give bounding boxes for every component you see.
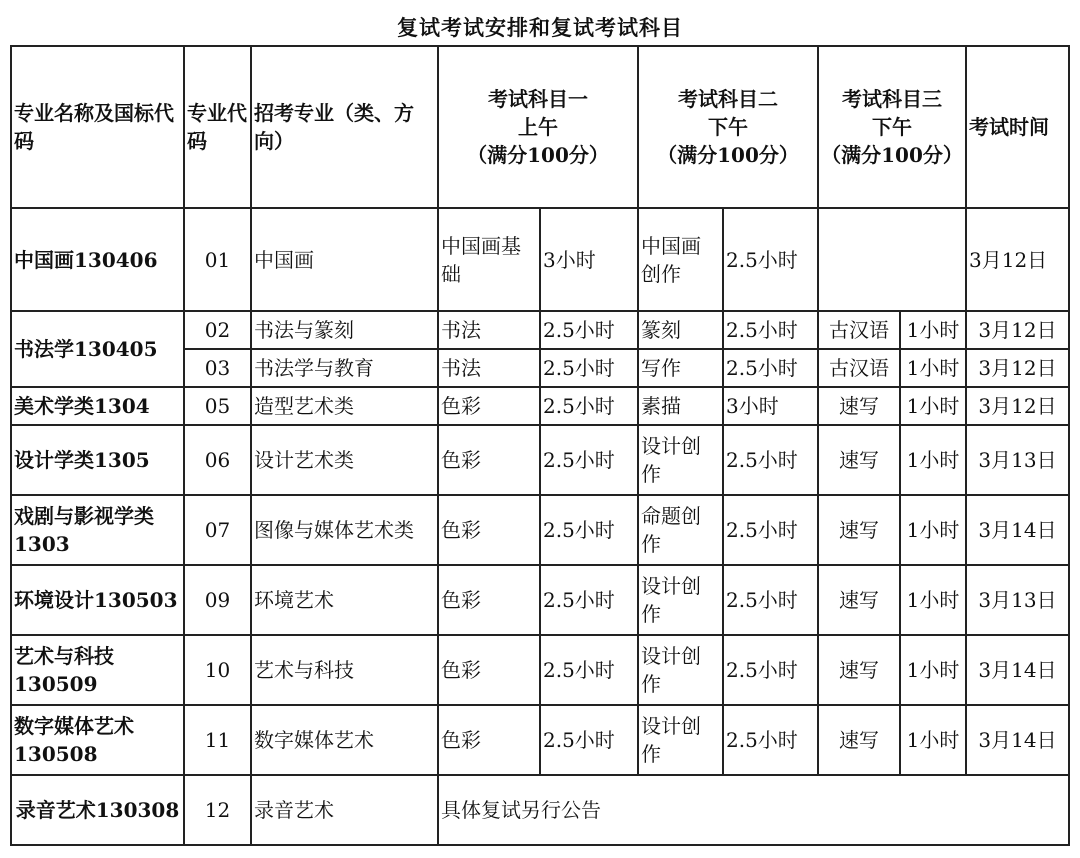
major-cell: 艺术与科技130509 [11,635,184,705]
major-cell: 录音艺术130308 [11,775,184,845]
header-time: 考试时间 [966,46,1069,208]
date-cell: 3月12日 [966,349,1069,387]
subject2-duration-cell: 2.5小时 [723,349,818,387]
subject2-duration-cell: 2.5小时 [723,425,818,495]
subject3-duration-cell: 1小时 [900,495,966,565]
subject1-cell: 色彩 [438,635,540,705]
subject1-duration-cell: 2.5小时 [540,387,638,425]
table-row [11,635,1069,705]
table-row [11,775,1069,845]
major-cell: 戏剧与影视学类1303 [11,495,184,565]
subject3-cell: 古汉语 [818,311,900,349]
subject3-cell: 速写 [818,565,900,635]
table-row [11,311,1069,349]
subject2-cell: 设计创作 [638,425,723,495]
subject3-duration-cell: 1小时 [900,425,966,495]
header-major: 专业名称及国标代码 [11,46,184,208]
subject3-duration-cell: 1小时 [900,349,966,387]
subject3-cell: 速写 [818,635,900,705]
major-cell: 数字媒体艺术130508 [11,705,184,775]
subject2-duration-cell: 3小时 [723,387,818,425]
subject1-cell: 色彩 [438,705,540,775]
table-row [11,208,1069,311]
subject2-duration-cell: 2.5小时 [723,208,818,311]
direction-cell: 环境艺术 [251,565,438,635]
direction-cell: 录音艺术 [251,775,438,845]
subject1-cell: 书法 [438,311,540,349]
major-cell: 书法学130405 [11,311,184,387]
code-cell: 03 [184,349,251,387]
subject1-duration-cell: 3小时 [540,208,638,311]
code-cell: 09 [184,565,251,635]
code-cell: 06 [184,425,251,495]
subject2-cell: 篆刻 [638,311,723,349]
subject1-duration-cell: 2.5小时 [540,311,638,349]
date-cell: 3月12日 [966,387,1069,425]
code-cell: 11 [184,705,251,775]
table-row [11,425,1069,495]
direction-cell: 图像与媒体艺术类 [251,495,438,565]
direction-cell: 书法学与教育 [251,349,438,387]
subject1-duration-cell: 2.5小时 [540,349,638,387]
date-cell: 3月12日 [966,208,1069,311]
table-row [11,565,1069,635]
header-row [11,46,1069,208]
subject1-cell: 色彩 [438,387,540,425]
major-cell: 美术学类1304 [11,387,184,425]
code-cell: 10 [184,635,251,705]
header-subject1: 考试科目一 上午 （满分100分） [438,46,638,208]
subject3-duration-cell: 1小时 [900,387,966,425]
subject2-cell: 写作 [638,349,723,387]
document-title: 复试考试安排和复试考试科目 [397,15,683,40]
subject2-cell: 设计创作 [638,635,723,705]
direction-cell: 设计艺术类 [251,425,438,495]
date-cell: 3月13日 [966,425,1069,495]
direction-cell: 造型艺术类 [251,387,438,425]
header-subject3: 考试科目三 下午 （满分100分） [818,46,966,208]
subject3-duration-cell: 1小时 [900,311,966,349]
date-cell: 3月14日 [966,635,1069,705]
header-direction: 招考专业（类、方向） [251,46,438,208]
subject2-duration-cell: 2.5小时 [723,311,818,349]
major-cell: 环境设计130503 [11,565,184,635]
subject2-cell: 设计创作 [638,705,723,775]
subject2-cell: 中国画创作 [638,208,723,311]
subject3-cell: 速写 [818,705,900,775]
date-cell: 3月13日 [966,565,1069,635]
subject1-duration-cell: 2.5小时 [540,495,638,565]
code-cell: 07 [184,495,251,565]
subject1-cell: 色彩 [438,425,540,495]
subject2-duration-cell: 2.5小时 [723,565,818,635]
subject3-duration-cell: 1小时 [900,565,966,635]
major-cell: 中国画130406 [11,208,184,311]
header-code: 专业代码 [184,46,251,208]
subject2-duration-cell: 2.5小时 [723,705,818,775]
direction-cell: 中国画 [251,208,438,311]
subject2-cell: 设计创作 [638,565,723,635]
direction-cell: 书法与篆刻 [251,311,438,349]
code-cell: 02 [184,311,251,349]
subject3-cell: 速写 [818,425,900,495]
code-cell: 12 [184,775,251,845]
subject1-cell: 书法 [438,349,540,387]
table-row [11,705,1069,775]
date-cell: 3月12日 [966,311,1069,349]
subject3-cell [818,208,966,311]
subject2-duration-cell: 2.5小时 [723,635,818,705]
subject3-cell: 古汉语 [818,349,900,387]
subject3-cell: 速写 [818,495,900,565]
major-cell: 设计学类1305 [11,425,184,495]
subject1-duration-cell: 2.5小时 [540,565,638,635]
subject3-cell: 速写 [818,387,900,425]
code-cell: 01 [184,208,251,311]
exam-schedule-table [10,45,1070,846]
direction-cell: 艺术与科技 [251,635,438,705]
subject2-duration-cell: 2.5小时 [723,495,818,565]
date-cell: 3月14日 [966,705,1069,775]
subject1-duration-cell: 2.5小时 [540,635,638,705]
header-subject2: 考试科目二 下午 （满分100分） [638,46,818,208]
table-row [11,387,1069,425]
subject3-duration-cell: 1小时 [900,635,966,705]
subject1-cell: 色彩 [438,565,540,635]
announcement-note: 具体复试另行公告 [438,775,1069,845]
direction-cell: 数字媒体艺术 [251,705,438,775]
date-cell: 3月14日 [966,495,1069,565]
subject3-duration-cell: 1小时 [900,705,966,775]
subject1-cell: 色彩 [438,495,540,565]
subject1-duration-cell: 2.5小时 [540,705,638,775]
subject1-cell: 中国画基础 [438,208,540,311]
code-cell: 05 [184,387,251,425]
subject2-cell: 素描 [638,387,723,425]
table-row [11,495,1069,565]
subject2-cell: 命题创作 [638,495,723,565]
subject1-duration-cell: 2.5小时 [540,425,638,495]
